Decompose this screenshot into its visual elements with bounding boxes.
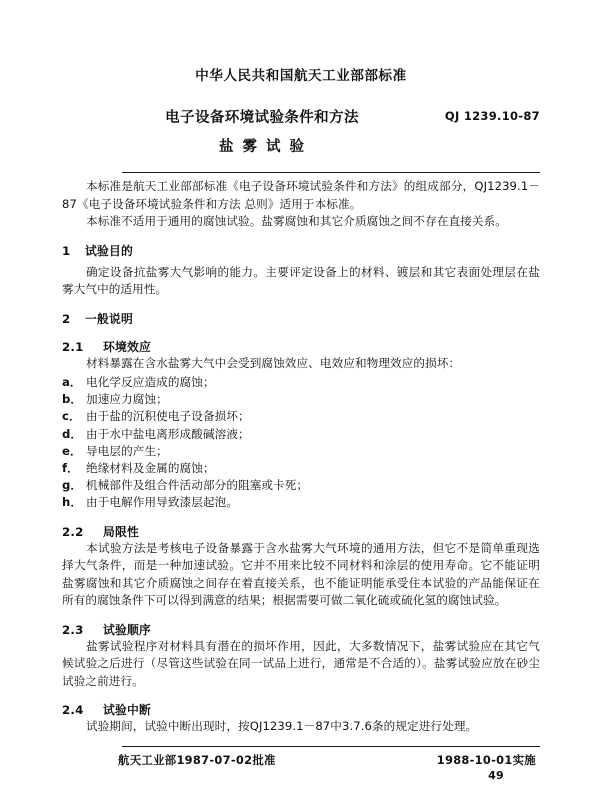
list-item-text: 机械部件及组合件活动部分的阻塞或卡死； bbox=[86, 478, 309, 493]
section-body-2-2: 本试验方法是考核电子设备暴露于含水盐雾大气环境的通用方法，但它不是简单重现选择大气条件，而是一种加速试验。它并不用来比较不同材料和涂层的使用寿命。它不能证明盐雾腐蚀和其它介质腐蚀之间存在着直接关系，也不能证明能承受住本试验的产品能保证在所有的腐蚀条件下可以得到满意的结果；根据需要可做二氧化硫或硫化氢的腐蚀试验。 bbox=[62, 540, 540, 608]
header-divider bbox=[122, 172, 540, 173]
section-label-2-1: 环境效应 bbox=[103, 339, 151, 354]
section-heading-2-1 bbox=[62, 338, 540, 355]
list-item-text: 绝缘材料及金属的腐蚀； bbox=[86, 461, 215, 476]
footer-divider bbox=[122, 746, 540, 747]
list-item-marker: c． bbox=[62, 409, 81, 424]
list-item bbox=[62, 374, 540, 391]
list-item bbox=[62, 494, 540, 511]
section-number-1: 1 bbox=[62, 243, 71, 258]
list-item-marker: d． bbox=[62, 426, 83, 441]
list-item-text: 由于盐的沉积使电子设备损坏； bbox=[86, 409, 250, 424]
document-subtitle: 盐雾试验 bbox=[219, 139, 313, 155]
section-heading-1 bbox=[62, 242, 540, 259]
list-item-marker: f． bbox=[62, 461, 79, 476]
page-number: 49 bbox=[488, 768, 504, 782]
section-heading-2-4 bbox=[62, 701, 540, 718]
section-number-2-3: 2.3 bbox=[62, 622, 84, 637]
document-title: 电子设备环境试验条件和方法 bbox=[165, 110, 359, 126]
section-label-2: 一般说明 bbox=[85, 311, 133, 326]
section-body-1: 确定设备抗盐雾大气影响的能力。主要评定设备上的材料、镀层和其它表面处理层在盐雾大气中的适用性。 bbox=[62, 264, 540, 296]
page-content bbox=[62, 56, 540, 786]
standard-number: QJ 1239.10-87 bbox=[444, 109, 540, 123]
issuing-authority: 中华人民共和国航天工业部部标准 bbox=[195, 68, 407, 84]
section-label-2-3: 试验顺序 bbox=[103, 622, 151, 637]
list-item-marker: a． bbox=[62, 375, 82, 389]
list-item-text: 由于电解作用导致漆层起泡。 bbox=[86, 495, 239, 510]
list-item bbox=[62, 391, 540, 408]
section-label-2-4: 试验中断 bbox=[103, 703, 151, 718]
section-heading-2 bbox=[62, 310, 540, 327]
section-number-2-1: 2.1 bbox=[62, 339, 84, 354]
list-item bbox=[62, 477, 540, 494]
list-item bbox=[62, 408, 540, 425]
section-number-2-4: 2.4 bbox=[62, 703, 84, 718]
list-item-marker: b． bbox=[62, 392, 83, 407]
section-body-2-3: 盐雾试验程序对材料具有潜在的损坏作用，因此，大多数情况下，盐雾试验应在其它气候试验之后进行（尽管这些试验在同一试品上进行，通常是不合适的）。盐雾试验应放在砂尘试验之前进行。 bbox=[62, 638, 540, 688]
list-item-text: 导电层的产生； bbox=[86, 443, 168, 458]
section-number-2: 2 bbox=[62, 311, 71, 326]
list-item bbox=[62, 443, 540, 460]
list-item bbox=[62, 426, 540, 443]
page-footer bbox=[62, 752, 540, 786]
title-block bbox=[62, 106, 540, 158]
approval-statement: 航天工业部1987-07-02批准 bbox=[118, 752, 276, 767]
intro-paragraph-1: 本标准是航天工业部部标准《电子设备环境试验条件和方法》的组成部分，QJ1239.1－87《电子设备环境试验条件和方法 总则》适用于本标准。 bbox=[62, 179, 540, 211]
list-item-marker: e． bbox=[62, 443, 82, 458]
effective-date: 1988-10-01实施 bbox=[436, 752, 536, 767]
list-item-text: 加速应力腐蚀； bbox=[86, 392, 168, 407]
section-heading-2-3 bbox=[62, 621, 540, 638]
environmental-effects-list bbox=[62, 374, 540, 512]
section-body-2-1: 材料暴露在含水盐雾大气中会受到腐蚀效应、电效应和物理效应的损坏： bbox=[86, 355, 461, 370]
section-heading-2-2 bbox=[62, 523, 540, 540]
section-number-2-2: 2.2 bbox=[62, 524, 84, 539]
list-item-marker: g． bbox=[62, 478, 83, 493]
list-item-text: 由于水中盐电离形成酸碱溶液； bbox=[86, 426, 250, 441]
section-body-2-4: 试验期间，试验中断出现时，按QJ1239.1－87中3.7.6条的规定进行处理。 bbox=[86, 719, 478, 734]
list-item bbox=[62, 460, 540, 477]
intro-paragraph-2: 本标准不适用于通用的腐蚀试验。盐雾腐蚀和其它介质腐蚀之间不存在直接关系。 bbox=[86, 214, 507, 228]
section-label-1: 试验目的 bbox=[85, 243, 133, 258]
section-label-2-2: 局限性 bbox=[103, 524, 139, 539]
list-item-text: 电化学反应造成的腐蚀； bbox=[86, 375, 215, 389]
list-item-marker: h． bbox=[62, 495, 83, 510]
